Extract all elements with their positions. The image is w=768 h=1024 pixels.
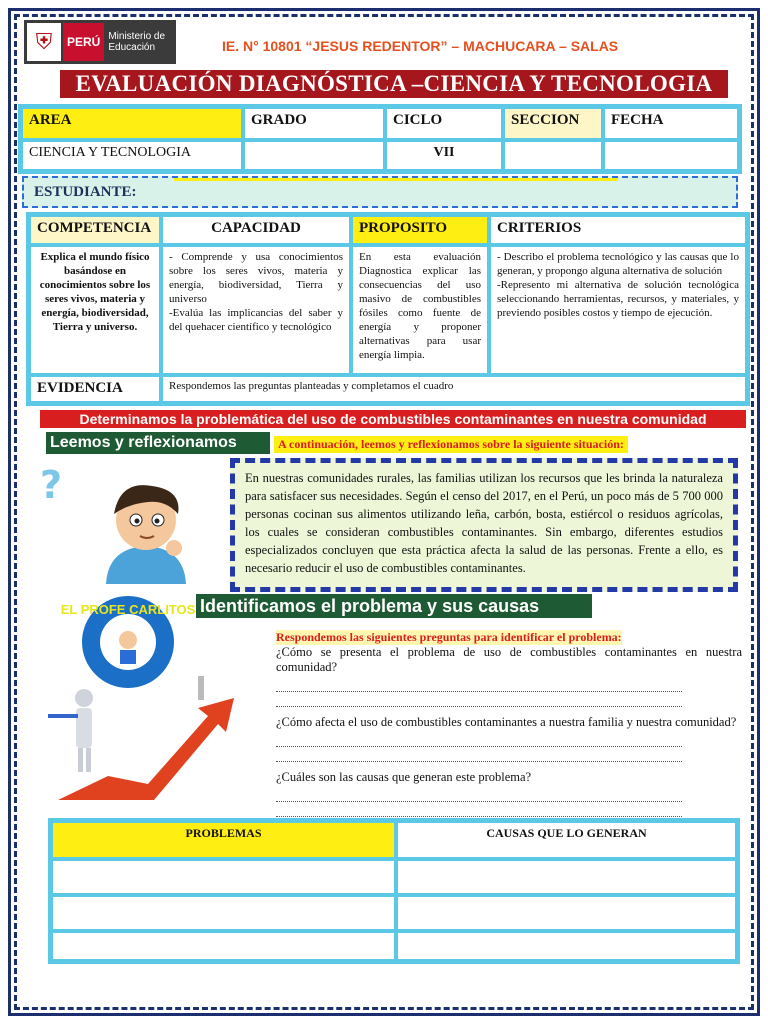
table-cell[interactable] bbox=[396, 859, 737, 895]
question-mark-icon: ? bbox=[40, 463, 63, 507]
question-2: ¿Cómo afecta el uso de combustibles contaminantes a nuestra familia y nuestra comunidad? bbox=[276, 715, 737, 729]
subtitle-leemos: Leemos y reflexionamos bbox=[46, 432, 270, 454]
answer-line[interactable] bbox=[276, 736, 682, 747]
value-fecha[interactable] bbox=[603, 140, 739, 171]
questions-block bbox=[276, 630, 742, 817]
evidence-label: EVIDENCIA bbox=[29, 375, 161, 403]
answer-line[interactable] bbox=[276, 696, 682, 707]
table-cell[interactable] bbox=[396, 895, 737, 931]
question-1: ¿Cómo se presenta el problema de uso de combustibles contaminantes en nuestra comunidad? bbox=[276, 645, 742, 674]
table-cell[interactable] bbox=[51, 859, 396, 895]
competencia-text: Explica el mundo físico basándose en conocimientos sobre los seres vivos, materia y energía, biodiversidad, Tierra y universo. bbox=[29, 245, 161, 375]
header-competencia: COMPETENCIA bbox=[29, 215, 161, 245]
competencies-table bbox=[26, 212, 750, 406]
logo-country: PERÚ bbox=[63, 23, 104, 61]
evidence-text: Respondemos las preguntas planteadas y completamos el cuadro bbox=[161, 375, 747, 403]
header-criterios: CRITERIOS bbox=[489, 215, 747, 245]
header-capacidad: CAPACIDAD bbox=[161, 215, 351, 245]
value-grado[interactable] bbox=[243, 140, 385, 171]
header-causas: CAUSAS QUE LO GENERAN bbox=[396, 821, 737, 859]
coat-of-arms-icon: ⛨ bbox=[27, 23, 61, 61]
table-cell[interactable] bbox=[51, 931, 396, 961]
school-name: IE. N° 10801 “JESUS REDENTOR” – MACHUCARA – SALAS bbox=[222, 38, 619, 54]
value-area: CIENCIA Y TECNOLOGIA bbox=[21, 140, 243, 171]
thinking-boy-illustration bbox=[36, 464, 206, 584]
answer-line[interactable] bbox=[276, 751, 682, 762]
header-grado: GRADO bbox=[243, 107, 385, 140]
header-area: AREA bbox=[21, 107, 243, 140]
subtitle-identificamos: Identificamos el problema y sus causas bbox=[196, 594, 592, 618]
header-fecha: FECHA bbox=[603, 107, 739, 140]
growth-arrow-illustration bbox=[38, 676, 238, 800]
student-underline bbox=[174, 178, 618, 181]
proposito-text: En esta evaluación Diagnostica explicar las consecuencias del uso masivo de combustibles fósiles como fuente de energía y proponer alternativas para usar energía limpia. bbox=[351, 245, 489, 375]
questions-lead: Respondemos las siguientes preguntas para identificar el problema: bbox=[276, 630, 622, 644]
table-cell[interactable] bbox=[51, 895, 396, 931]
header-problemas: PROBLEMAS bbox=[51, 821, 396, 859]
answer-line[interactable] bbox=[276, 806, 682, 817]
header-proposito: PROPOSITO bbox=[351, 215, 489, 245]
section-banner: Determinamos la problemática del uso de combustibles contaminantes en nuestra comunidad bbox=[40, 410, 746, 428]
ministry-logo bbox=[24, 20, 176, 64]
question-3: ¿Cuáles son las causas que generan este problema? bbox=[276, 770, 532, 784]
header-seccion: SECCION bbox=[503, 107, 603, 140]
reading-passage: En nuestras comunidades rurales, las familias utilizan los recursos que les brinda la naturaleza para satisfacer sus necesidades. Según el censo del 2017, en el Perú, un poco más de 5 700 000 personas cocinan sus alimentos utilizando leña, carbón, bosta, estiércol o residuos agrícolas, los cuales se consideran combustibles contaminantes. Sin embargo, diferentes estudios especializados concluyen que esta práctica afecta la salud de las personas. Frente a ello, es necesario reducir el uso de combustibles contaminantes. bbox=[230, 458, 738, 592]
table-cell[interactable] bbox=[396, 931, 737, 961]
answer-line[interactable] bbox=[276, 791, 682, 802]
header-ciclo: CICLO bbox=[385, 107, 503, 140]
problems-causes-table bbox=[48, 818, 740, 964]
value-ciclo: VII bbox=[385, 140, 503, 171]
seal-text: EL PROFE CARLITOS bbox=[60, 602, 196, 617]
capacidad-text: - Comprende y usa conocimientos sobre los seres vivos, materia y energía, biodiversidad, Tierra y universo -Evalúa las implicancias del saber y del quehacer científico y tecnológico bbox=[161, 245, 351, 375]
answer-line[interactable] bbox=[276, 681, 682, 692]
student-label: ESTUDIANTE: bbox=[34, 184, 137, 200]
logo-ministry: Ministerio de Educación bbox=[108, 31, 166, 53]
criterios-text: - Describo el problema tecnológico y las causas que lo generan, y propongo alguna alternativa de solución -Represento mi alternativa de solución tecnológica seleccionando herramientas, recursos, y materiales, y previendo posibles costos y tiempo de ejecución. bbox=[489, 245, 747, 375]
page-title: EVALUACIÓN DIAGNÓSTICA –CIENCIA Y TECNOLOGIA bbox=[60, 70, 728, 98]
student-field[interactable] bbox=[22, 176, 738, 208]
info-table bbox=[18, 104, 742, 174]
reading-lead: A continuación, leemos y reflexionamos sobre la siguiente situación: bbox=[274, 436, 628, 453]
value-seccion[interactable] bbox=[503, 140, 603, 171]
